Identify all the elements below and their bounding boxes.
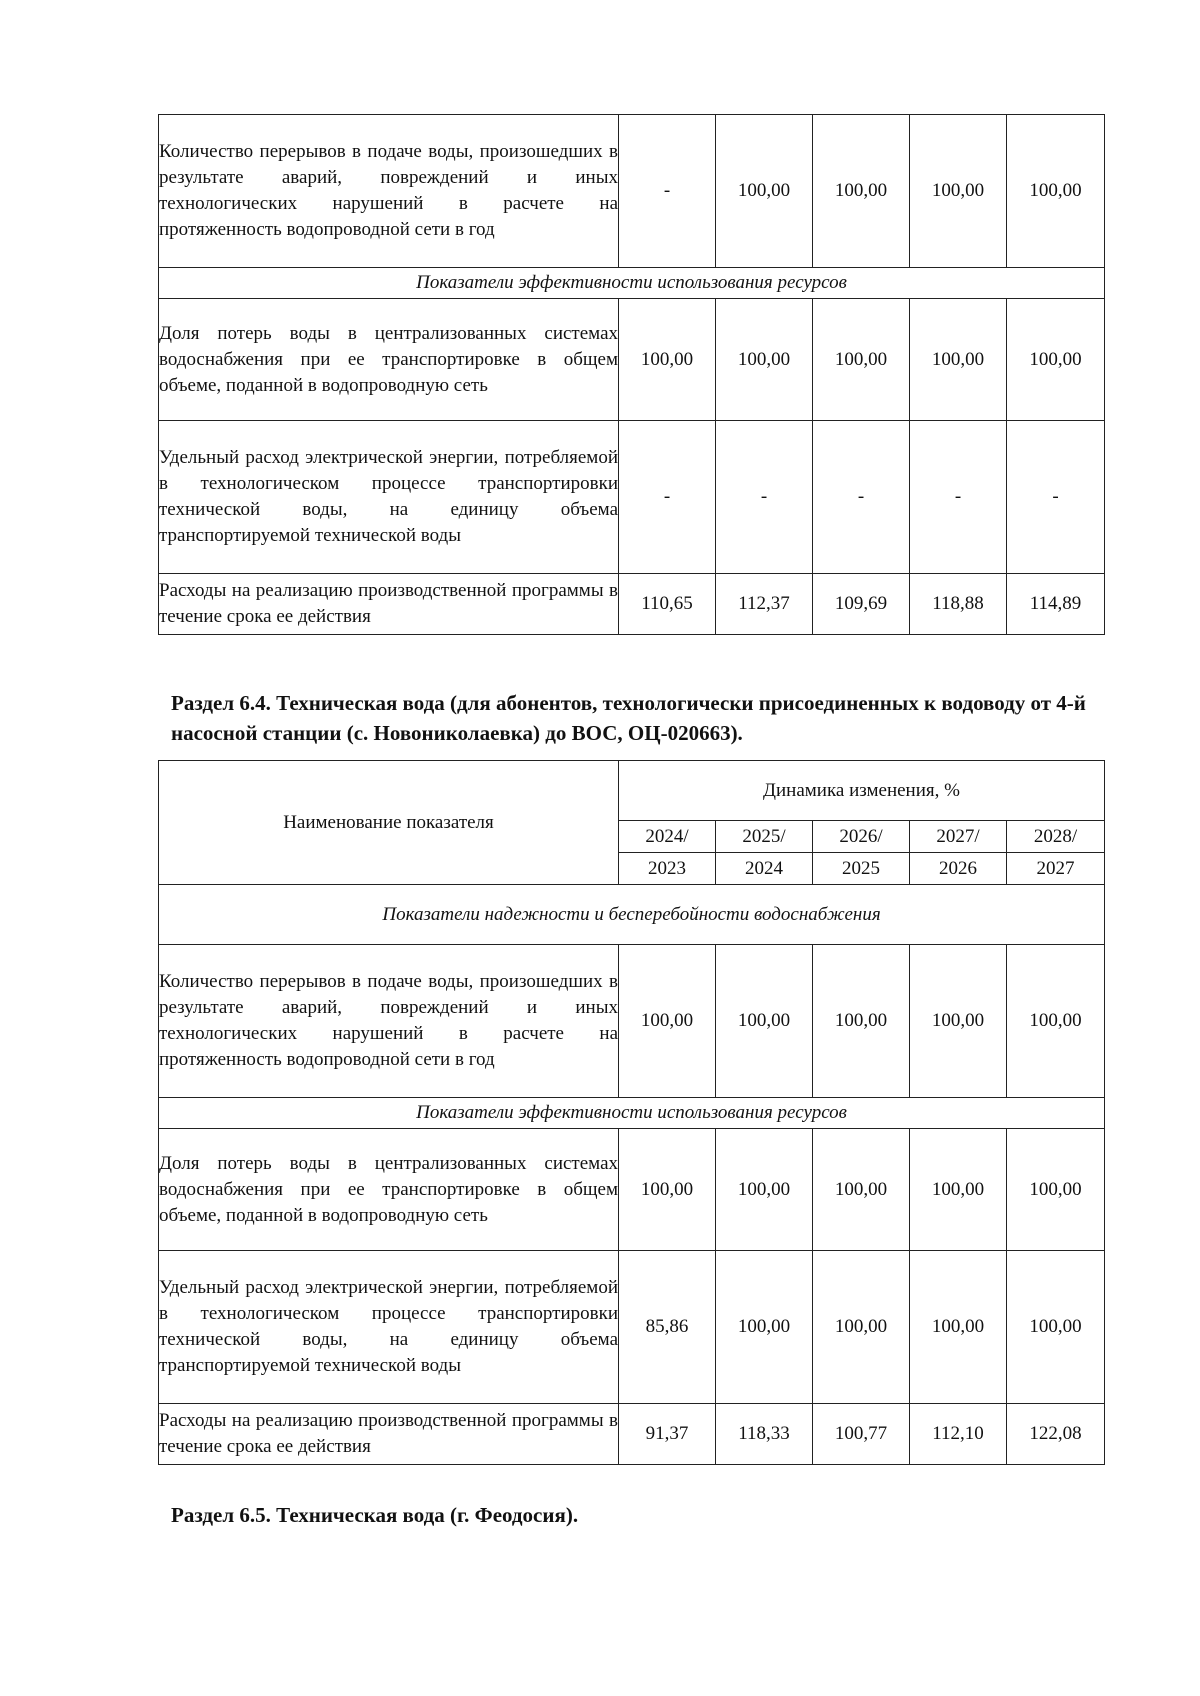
- value-cell: 118,88: [910, 574, 1007, 635]
- indicator-name: Удельный расход электрической энергии, потребляемой в технологическом процессе транспортировки технической воды, на единицу объема транспортируемой технической воды: [159, 1251, 619, 1404]
- value-cell: 100,00: [813, 115, 910, 268]
- value-cell: 100,00: [619, 945, 716, 1098]
- section-6-5-heading: Раздел 6.5. Техническая вода (г. Феодосия).: [171, 1503, 579, 1527]
- year-bottom: 2026: [910, 853, 1007, 885]
- year-top: 2024/: [619, 821, 716, 853]
- indicator-name: Удельный расход электрической энергии, потребляемой в технологическом процессе транспортировки технической воды, на единицу объема транспортируемой технической воды: [159, 421, 619, 574]
- value-cell: 100,00: [1007, 1129, 1105, 1251]
- value-cell: 122,08: [1007, 1404, 1105, 1465]
- section-6-4-heading: Раздел 6.4. Техническая вода (для абонентов, технологически присоединенных к водоводу от 4-й насосной станции (с. Новониколаевка) до ВОС, ОЦ-020663).: [171, 691, 1086, 745]
- value-cell: 100,77: [813, 1404, 910, 1465]
- year-top: 2025/: [716, 821, 813, 853]
- value-cell: 100,00: [619, 299, 716, 421]
- value-cell: 100,00: [910, 945, 1007, 1098]
- value-cell: 112,10: [910, 1404, 1007, 1465]
- table-row: [159, 1404, 1105, 1465]
- value-cell: 100,00: [813, 299, 910, 421]
- table-row: [159, 945, 1105, 1098]
- value-cell: -: [716, 421, 813, 574]
- value-cell: -: [1007, 421, 1105, 574]
- year-top: 2027/: [910, 821, 1007, 853]
- indicator-name: Количество перерывов в подаче воды, произошедших в результате аварий, повреждений и иных технологических нарушений в расчете на протяженность водопроводной сети в год: [159, 945, 619, 1098]
- table-header-row: [159, 761, 1105, 821]
- table-row: [159, 1129, 1105, 1251]
- indicator-name: Расходы на реализацию производственной программы в течение срока ее действия: [159, 574, 619, 635]
- value-cell: -: [619, 115, 716, 268]
- value-cell: -: [619, 421, 716, 574]
- year-bottom: 2027: [1007, 853, 1105, 885]
- value-cell: 100,00: [716, 1251, 813, 1404]
- value-cell: 100,00: [716, 945, 813, 1098]
- value-cell: 100,00: [813, 1129, 910, 1251]
- year-top: 2028/: [1007, 821, 1105, 853]
- value-cell: -: [813, 421, 910, 574]
- subheader-efficiency: Показатели эффективности использования ресурсов: [159, 268, 1105, 299]
- subheader-efficiency: Показатели эффективности использования ресурсов: [159, 1098, 1105, 1129]
- value-cell: 112,37: [716, 574, 813, 635]
- value-cell: 100,00: [716, 1129, 813, 1251]
- year-bottom: 2023: [619, 853, 716, 885]
- header-indicator-name: Наименование показателя: [159, 761, 619, 885]
- year-top: 2026/: [813, 821, 910, 853]
- value-cell: 100,00: [1007, 945, 1105, 1098]
- value-cell: 100,00: [813, 1251, 910, 1404]
- year-bottom: 2025: [813, 853, 910, 885]
- value-cell: 114,89: [1007, 574, 1105, 635]
- value-cell: 109,69: [813, 574, 910, 635]
- value-cell: 100,00: [910, 115, 1007, 268]
- value-cell: 85,86: [619, 1251, 716, 1404]
- header-dynamics: Динамика изменения, %: [619, 761, 1105, 821]
- table-row: [159, 421, 1105, 574]
- value-cell: 100,00: [716, 299, 813, 421]
- value-cell: 91,37: [619, 1404, 716, 1465]
- table-subheader-row: [159, 268, 1105, 299]
- table-subheader-row: [159, 885, 1105, 945]
- value-cell: 100,00: [910, 299, 1007, 421]
- indicator-name: Расходы на реализацию производственной программы в течение срока ее действия: [159, 1404, 619, 1465]
- value-cell: 110,65: [619, 574, 716, 635]
- value-cell: 100,00: [1007, 299, 1105, 421]
- table-row: [159, 299, 1105, 421]
- value-cell: 100,00: [716, 115, 813, 268]
- year-bottom: 2024: [716, 853, 813, 885]
- indicator-name: Доля потерь воды в централизованных системах водоснабжения при ее транспортировке в общем объеме, поданной в водопроводную сеть: [159, 1129, 619, 1251]
- table-row: [159, 1251, 1105, 1404]
- indicator-name: Количество перерывов в подаче воды, произошедших в результате аварий, повреждений и иных технологических нарушений в расчете на протяженность водопроводной сети в год: [159, 115, 619, 268]
- value-cell: 100,00: [910, 1251, 1007, 1404]
- value-cell: 118,33: [716, 1404, 813, 1465]
- value-cell: 100,00: [910, 1129, 1007, 1251]
- table-continued: [158, 114, 1105, 635]
- value-cell: 100,00: [619, 1129, 716, 1251]
- table-subheader-row: [159, 1098, 1105, 1129]
- table-row: [159, 115, 1105, 268]
- table-section-6-4: [158, 760, 1105, 1465]
- value-cell: 100,00: [1007, 115, 1105, 268]
- indicator-name: Доля потерь воды в централизованных системах водоснабжения при ее транспортировке в общем объеме, поданной в водопроводную сеть: [159, 299, 619, 421]
- table-row: [159, 574, 1105, 635]
- value-cell: -: [910, 421, 1007, 574]
- value-cell: 100,00: [1007, 1251, 1105, 1404]
- value-cell: 100,00: [813, 945, 910, 1098]
- subheader-reliability: Показатели надежности и бесперебойности водоснабжения: [159, 885, 1105, 945]
